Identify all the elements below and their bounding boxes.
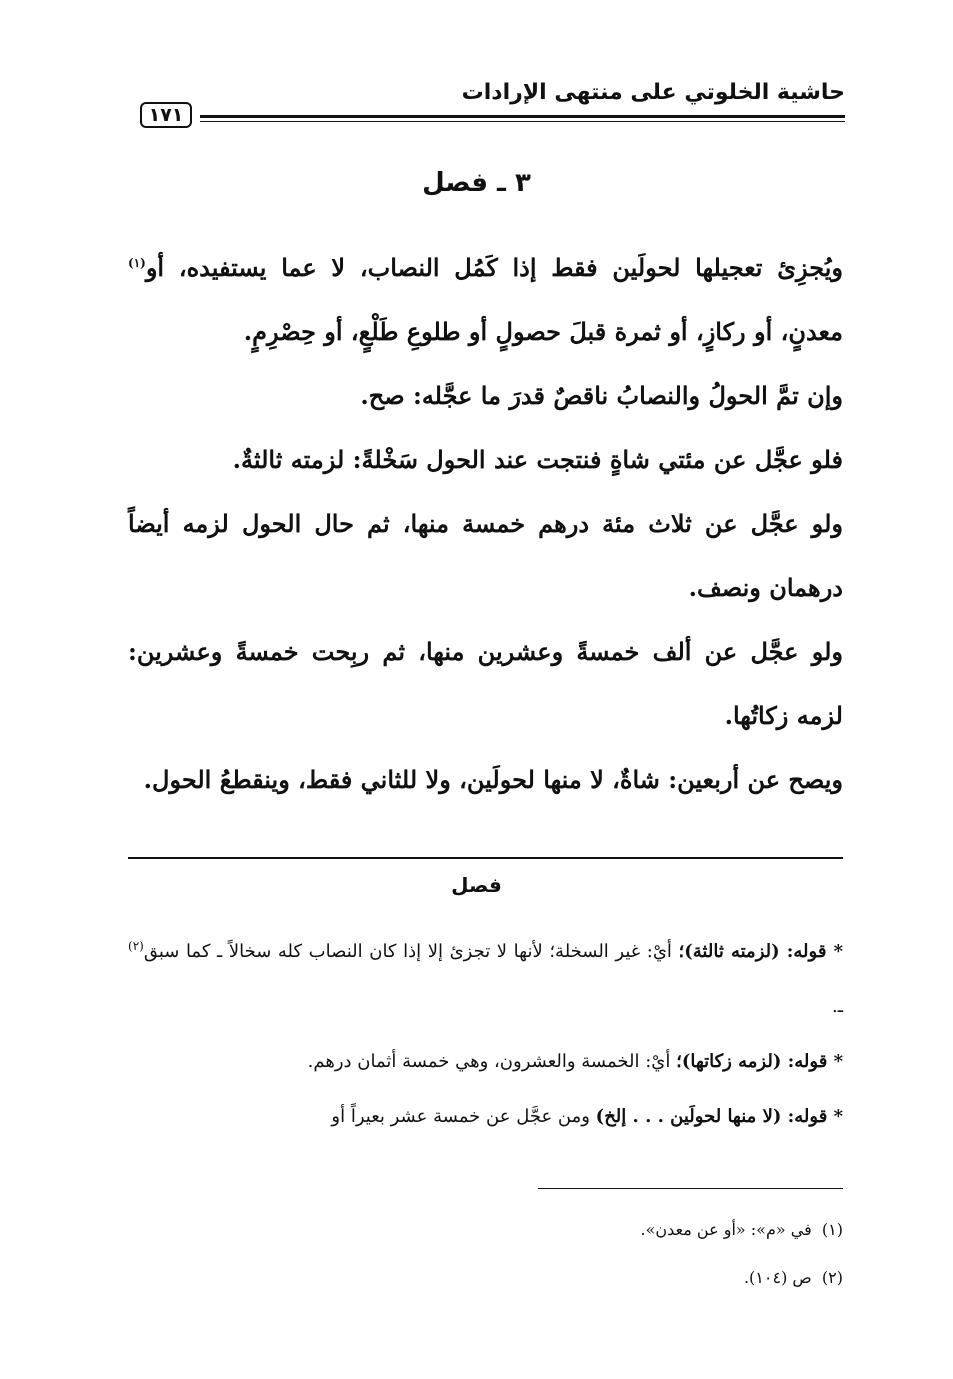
asterisk-icon: * <box>833 1106 843 1127</box>
commentary-entry: * قوله: (لا منها لحولَين . . . إلخ) ومن عجَّل عن خمسة عشر بعيراً أو <box>331 1106 843 1127</box>
commentary-entry: * قوله: (لزمته ثالثة)؛ أيْ: غير السخلة؛ لأنها لا تجزئ إلا إذا كان النصاب كله سخالاً ـ كما سبق$^{(٢)}$ ـ. <box>128 939 844 1017</box>
paragraph: ولو عجَّل عن ألف خمسةً وعشرين منها، ثم ربِحت خمسةً وعشرين: لزمه زكاتُها. <box>128 637 843 730</box>
commentary-divider <box>128 857 843 859</box>
running-header-title: حاشية الخلوتي على منتهى الإرادات <box>461 80 845 105</box>
footnote-number: (١) <box>821 1220 843 1239</box>
footnote-ref: (١) <box>128 256 146 270</box>
footnote-text: في «م»: «أو عن معدن». <box>640 1220 812 1239</box>
main-text <box>128 236 843 812</box>
footnote <box>300 1206 843 1254</box>
footnote-number: (٢) <box>821 1268 843 1287</box>
asterisk-icon: * <box>833 941 844 962</box>
footnote-divider <box>538 1188 843 1189</box>
paragraph: وإن تمَّ الحولُ والنصابُ ناقصٌ قدرَ ما عجَّله: صح. <box>360 381 843 410</box>
footnote <box>300 1254 843 1302</box>
footnotes <box>300 1206 843 1302</box>
footnote-ref: (٢) <box>128 939 144 953</box>
commentary-lead: قوله: (لا منها لحولَين . . . إلخ) <box>595 1106 834 1127</box>
commentary-title: فصل <box>451 873 502 897</box>
paragraph: فلو عجَّل عن مئتي شاةٍ فنتجت عند الحول سَخْلةً: لزمته ثالثةٌ. <box>232 445 843 474</box>
footnote-text: ص (١٠٤). <box>743 1268 812 1287</box>
paragraph: ويُجزِئ تعجيلها لحولَين فقط إذا كَمُل النصاب، لا عما يستفيده، أو$^{(١)}$ معدنٍ، أو ركازٍ، أو ثمرة قبلَ حصولٍ أو طلوعِ طَلْعٍ، أو حِصْرِمٍ. <box>128 253 843 346</box>
paragraph: ولو عجَّل عن ثلاث مئة درهم خمسة منها، ثم حال الحول لزمه أيضاً درهمان ونصف. <box>128 509 843 602</box>
commentary-text <box>128 924 843 1144</box>
commentary-lead: قوله: (لزمه زكاتها)؛ <box>676 1051 834 1072</box>
page-number: ١٧١ <box>140 102 192 128</box>
commentary-entry: * قوله: (لزمه زكاتها)؛ أيْ: الخمسة والعشرون، وهي خمسة أثمان درهم. <box>307 1051 843 1072</box>
asterisk-icon: * <box>833 1051 843 1072</box>
section-title: ٣ ـ فصل <box>422 168 531 198</box>
header-rule-thin <box>200 121 845 122</box>
commentary-lead: قوله: (لزمته ثالثة)؛ <box>678 941 834 962</box>
paragraph: ويصح عن أربعين: شاةٌ، لا منها لحولَين، ولا للثاني فقط، وينقطعُ الحول. <box>143 765 843 794</box>
header-rule <box>200 115 845 118</box>
